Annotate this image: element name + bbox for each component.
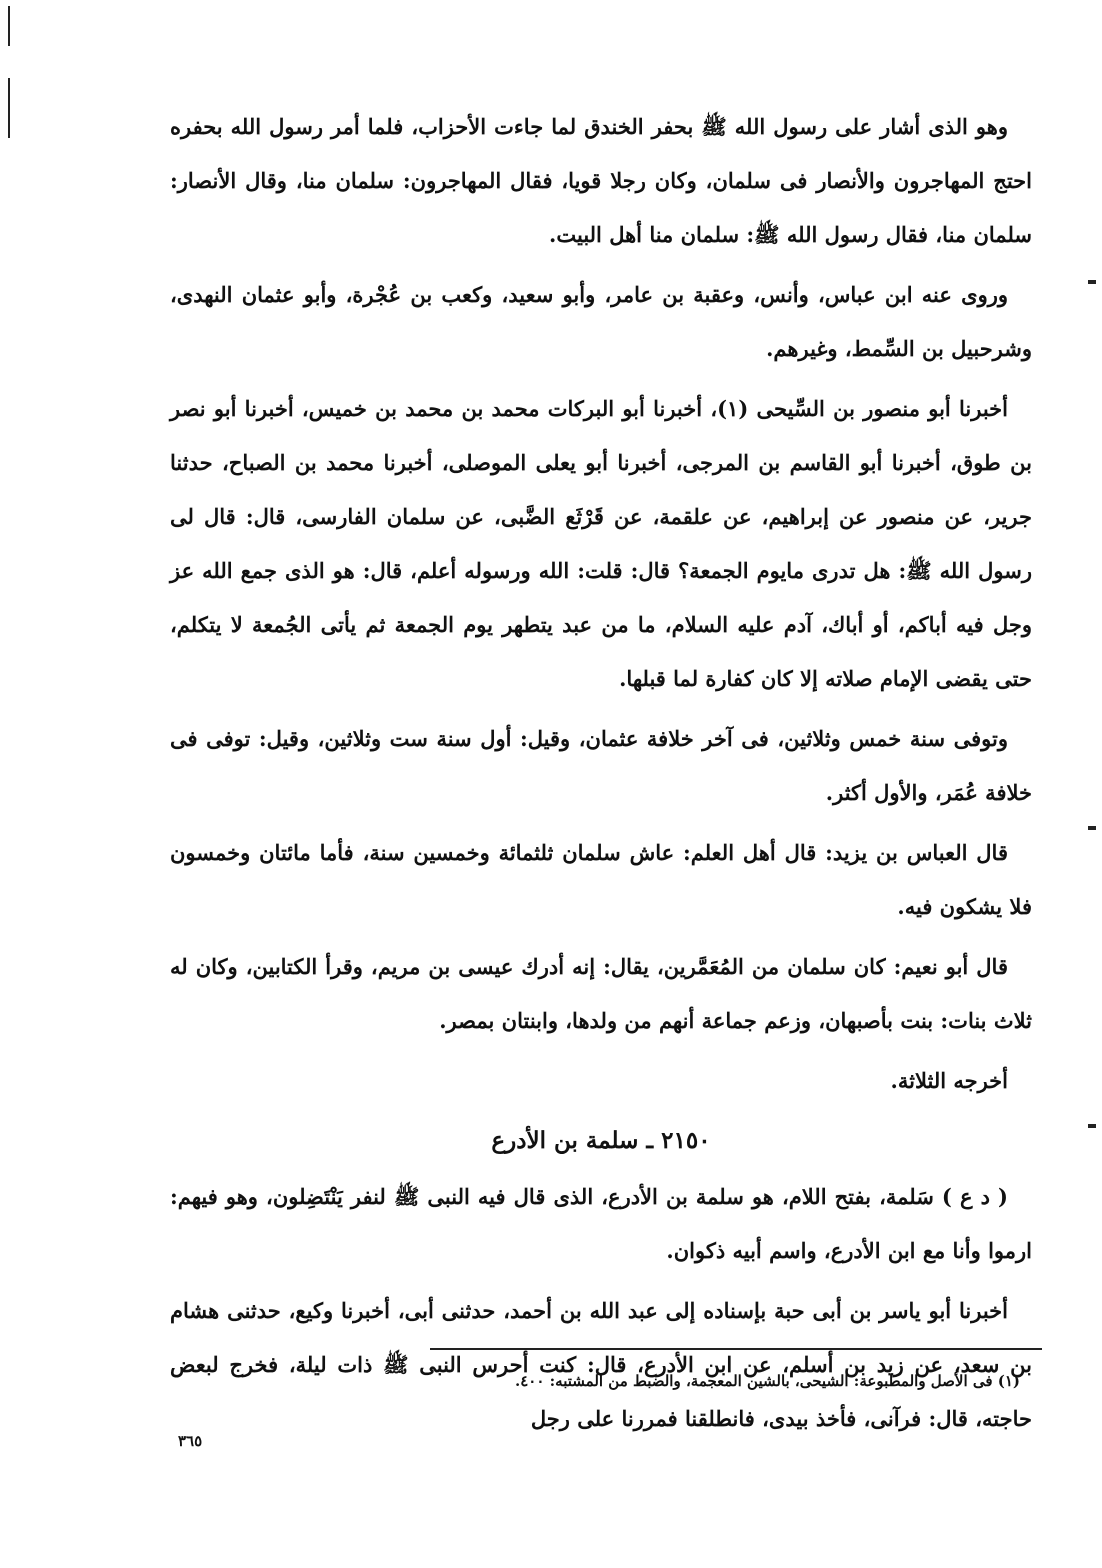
scan-edge-mark [1088, 1124, 1096, 1128]
section-title: ٢١٥٠ ـ سلمة بن الأدرع [491, 1127, 711, 1154]
scan-edge-mark [1088, 826, 1096, 830]
paragraph: قال أبو نعيم: كان سلمان من المُعَمَّرين، يقال: إنه أدرك عيسى بن مريم، وقرأ الكتابين، وكان له ثلاث بنات: بنت بأصبهان، وزعم جماعة أنهم من ولدها، وابنتان بمصر. [170, 954, 1032, 1033]
scan-edge-mark [1088, 280, 1096, 284]
paragraph: وروى عنه ابن عباس، وأنس، وعقبة بن عامر، وأبو سعيد، وكعب بن عُجْرة، وأبو عثمان النهدى، وشرحبيل بن السِّمط، وغيرهم. [170, 282, 1032, 361]
paragraph: أخبرنا أبو منصور بن السِّيحى (١)، أخبرنا أبو البركات محمد بن محمد بن خميس، أخبرنا أبو نصر بن طوق، أخبرنا أبو القاسم بن المرجى، أخبرنا أبو يعلى الموصلى، أخبرنا محمد بن الصباح، حدثنا جرير، عن منصور عن إبراهيم، عن علقمة، عن قَرْثَع الضَّبى، عن سلمان الفارسى، قال: قال لى رسول الله ﷺ: هل تدرى مايوم الجمعة؟ قال: قلت: الله ورسوله أعلم، قال: هو الذى جمع الله عز وجل فيه أباكم، أو أباك، آدم عليه السلام، ما من عبد يتطهر يوم الجمعة ثم يأتى الجُمعة لا يتكلم، حتى يقضى الإمام صلاته إلا كان كفارة لما قبلها. [170, 396, 1032, 691]
paragraph: أخبرنا أبو ياسر بن أبى حبة بإسناده إلى عبد الله بن أحمد، حدثنى أبى، أخبرنا وكيع، حدثنى هشام بن سعد، عن زيد بن أسلم، عن ابن الأدرع، قال: كنت أحرس النبى ﷺ ذات ليلة، فخرج لبعض حاجته، قال: فرآنى، فأخذ بيدى، فانطلقنا فمررنا على رجل [170, 1298, 1032, 1431]
paragraph: قال العباس بن يزيد: قال أهل العلم: عاش سلمان ثلثمائة وخمسين سنة، فأما مائتان وخمسون فلا يشكون فيه. [170, 840, 1032, 919]
page-number: ٣٦٥ [178, 1432, 203, 1450]
paragraph: أخرجه الثلاثة. [890, 1068, 1008, 1093]
paragraph: ( د ع ) سَلمة، بفتح اللام، هو سلمة بن الأدرع، الذى قال فيه النبى ﷺ لنفر يَنْتَضِلون، وهو فيهم: ارموا وأنا مع ابن الأدرع، واسم أبيه ذكوان. [170, 1184, 1032, 1263]
scan-edge-mark [8, 6, 10, 46]
footnote-divider [430, 1348, 1042, 1350]
scan-edge-mark [8, 78, 10, 138]
paragraph: وهو الذى أشار على رسول الله ﷺ بحفر الخندق لما جاءت الأحزاب، فلما أمر رسول الله بحفره احتج المهاجرون والأنصار فى سلمان، وكان رجلا قويا، فقال المهاجرون: سلمان منا، وقال الأنصار: سلمان منا، فقال رسول الله ﷺ: سلمان منا أهل البيت. [170, 114, 1032, 247]
paragraph: وتوفى سنة خمس وثلاثين، فى آخر خلافة عثمان، وقيل: أول سنة ست وثلاثين، وقيل: توفى فى خلافة عُمَر، والأول أكثر. [170, 726, 1032, 805]
footnote: (١) فى الأصل والمطبوعة: الشيحى، بالشين المعجمة، والضبط من المشتبه: ٤٠٠. [515, 1372, 1020, 1390]
body-text [170, 100, 1032, 1452]
